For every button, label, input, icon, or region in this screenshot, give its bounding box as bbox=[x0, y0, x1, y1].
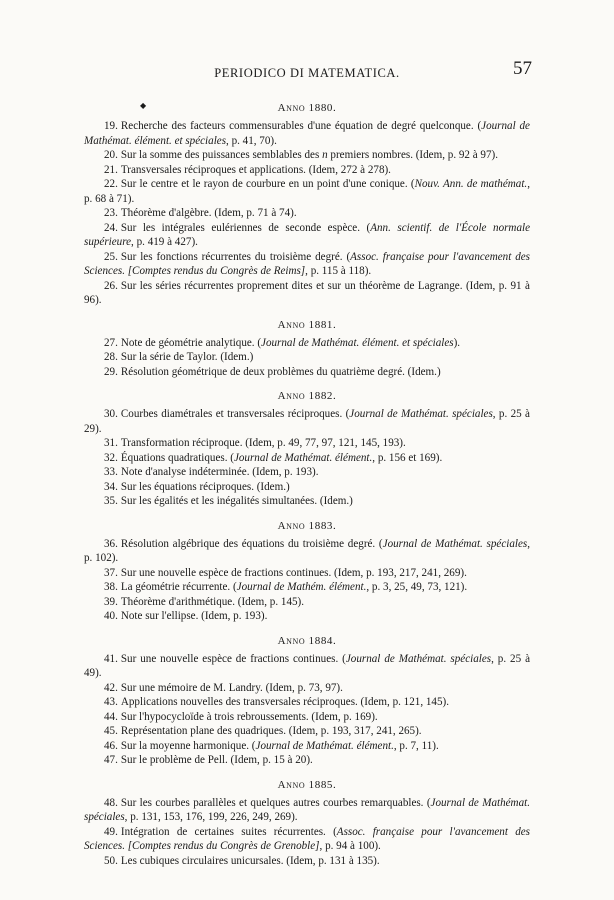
entry-text: , p. 94 à 100). bbox=[319, 840, 381, 852]
bibliography-entry bbox=[84, 163, 530, 178]
entry-text: , p. 419 à 427). bbox=[131, 236, 198, 248]
bibliography-entry bbox=[84, 609, 530, 624]
entry-number: 39. bbox=[104, 595, 118, 608]
bibliography-entry bbox=[84, 436, 530, 451]
bibliography-entry bbox=[84, 796, 530, 825]
entry-text: , p. 41, 70). bbox=[226, 134, 277, 147]
entry-number: 46. bbox=[104, 739, 118, 752]
entry-text: Sur la moyenne harmonique. ( bbox=[120, 739, 256, 752]
entry-text: Sur les égalités et les inégalités simultanées. (Idem.) bbox=[120, 495, 353, 507]
entry-journal-title: Journal de Mathémat. élément. bbox=[255, 739, 394, 752]
section-year-heading: Anno 1882. bbox=[277, 390, 337, 402]
entry-text: , p. 131, 153, 176, 199, 226, 249, 269). bbox=[124, 811, 298, 823]
entry-number: 25. bbox=[104, 250, 118, 263]
entry-text: Sur la somme des puissances semblables des bbox=[120, 149, 323, 161]
section-year-heading: Anno 1880. bbox=[277, 102, 337, 114]
entry-journal-title: Journal de Mathémat. spéciales bbox=[345, 652, 492, 665]
entry-text: Sur les courbes parallèles et quelques autres courbes remarquables. ( bbox=[120, 796, 431, 809]
entry-text: Les cubiques circulaires unicursales. (Idem, p. 131 à 135). bbox=[120, 854, 380, 867]
entry-number: 23. bbox=[104, 207, 118, 219]
entry-number: 37. bbox=[104, 566, 118, 579]
entry-text: Sur une mémoire de M. Landry. (Idem, p. 73, 97). bbox=[120, 681, 343, 694]
bibliography-entry bbox=[84, 177, 530, 206]
entry-number: 34. bbox=[104, 480, 118, 493]
entry-text: Transformation réciproque. (Idem, p. 49, 77, 97, 121, 145, 193). bbox=[120, 437, 406, 449]
bibliography-entry bbox=[84, 365, 530, 380]
entry-journal-title: Nouv. Ann. de mathémat. bbox=[414, 178, 528, 190]
entry-text: La géométrie récurrente. ( bbox=[120, 581, 237, 593]
entry-text: , p. 7, 11). bbox=[393, 739, 439, 752]
section-year-heading: Anno 1885. bbox=[277, 778, 337, 791]
entry-number: 28. bbox=[104, 351, 118, 363]
bibliography-entry bbox=[84, 710, 530, 725]
entry-text: Sur les équations réciproques. (Idem.) bbox=[120, 480, 290, 493]
entry-number: 48. bbox=[104, 796, 118, 809]
entry-text: Sur le centre et le rayon de courbure en un point d'une conique. ( bbox=[120, 178, 415, 190]
entry-text: Courbes diamétrales et transversales réciproques. ( bbox=[120, 408, 350, 420]
bibliography-entry bbox=[84, 279, 530, 308]
bibliography-entry bbox=[84, 221, 530, 250]
entry-number: 29. bbox=[104, 365, 118, 378]
entry-text: Sur l'hypocycloïde à trois rebroussements. (Idem, p. 169). bbox=[120, 710, 378, 723]
entry-journal-title: Journal de Mathémat. élément. et spéciales bbox=[84, 120, 530, 147]
bibliography-entry bbox=[84, 494, 530, 509]
entry-text: , p. 102). bbox=[84, 537, 530, 564]
entry-number: 49. bbox=[104, 825, 118, 838]
entry-number: 35. bbox=[104, 495, 118, 507]
bibliography-entry bbox=[84, 753, 530, 768]
entry-text: , p. 68 à 71). bbox=[84, 178, 530, 205]
entry-text: Résolution algébrique des équations du troisième degré. ( bbox=[120, 537, 383, 550]
bibliography-entry bbox=[84, 148, 530, 163]
entry-number: 40. bbox=[104, 610, 118, 622]
bibliography-entry bbox=[84, 451, 530, 466]
section-year-heading: Anno 1883. bbox=[277, 519, 337, 532]
page-number: 57 bbox=[513, 58, 532, 79]
entry-number: 45. bbox=[104, 725, 118, 737]
entry-text: Représentation plane des quadriques. (Idem, p. 193, 317, 241, 265). bbox=[120, 725, 422, 737]
entry-text: Transversales réciproques et applications. (Idem, 272 à 278). bbox=[120, 163, 391, 176]
bibliography-entry bbox=[84, 480, 530, 495]
entry-journal-title: Journal de Mathém. élément. bbox=[236, 581, 367, 593]
entry-text: Résolution géométrique de deux problèmes du quatrième degré. (Idem.) bbox=[120, 365, 441, 378]
entry-text: Équations quadratiques. ( bbox=[120, 451, 234, 464]
bibliography-entry bbox=[84, 407, 530, 436]
entry-number: 26. bbox=[104, 279, 118, 292]
entry-number: 19. bbox=[104, 120, 118, 132]
entry-journal-title: n bbox=[322, 149, 328, 161]
bibliography-entry bbox=[84, 119, 530, 148]
entry-text: , p. 25 à 29). bbox=[84, 408, 530, 435]
bibliography-entry bbox=[84, 465, 530, 480]
entry-text: Note de géométrie analytique. ( bbox=[120, 336, 262, 349]
entry-text: Applications nouvelles des transversales réciproques. (Idem, p. 121, 145). bbox=[120, 696, 449, 708]
bullet-mark-icon: ◆ bbox=[140, 101, 147, 110]
entry-text: ). bbox=[453, 336, 461, 349]
entry-text: Théorème d'algèbre. (Idem, p. 71 à 74). bbox=[120, 207, 297, 219]
bibliography-entry bbox=[84, 825, 530, 854]
entry-journal-title: Journal de Mathémat. spéciales bbox=[84, 796, 530, 823]
entry-number: 22. bbox=[104, 178, 118, 190]
entry-number: 44. bbox=[104, 710, 118, 723]
entry-number: 30. bbox=[104, 408, 118, 420]
entry-text: Sur le problème de Pell. (Idem, p. 15 à 20). bbox=[120, 754, 313, 766]
bibliography-entry bbox=[84, 580, 530, 595]
entry-text: Sur une nouvelle espèce de fractions continues. ( bbox=[120, 652, 346, 665]
entry-text: Note sur l'ellipse. (Idem, p. 193). bbox=[120, 610, 268, 622]
entry-number: 50. bbox=[104, 854, 118, 867]
entry-number: 38. bbox=[104, 581, 118, 593]
entry-text: , p. 25 à 49). bbox=[84, 652, 530, 679]
entry-journal-title: Journal de Mathémat. élément. bbox=[233, 451, 373, 464]
bibliography-entry bbox=[84, 595, 530, 610]
bibliography-entry bbox=[84, 566, 530, 581]
section-year-heading: Anno 1881. bbox=[277, 318, 337, 331]
entry-number: 27. bbox=[104, 336, 118, 349]
entry-number: 47. bbox=[104, 754, 118, 766]
entry-number: 33. bbox=[104, 466, 118, 478]
bibliography-entry bbox=[84, 250, 530, 279]
entry-text: , p. 115 à 118). bbox=[305, 265, 372, 277]
bibliography-entry bbox=[84, 537, 530, 566]
entry-journal-title: Assoc. française pour l'avancement des Sciences. [Comptes rendus du Congrès de Reims] bbox=[84, 250, 530, 277]
entry-text: Sur la série de Taylor. (Idem.) bbox=[120, 351, 254, 363]
entry-text: Intégration de certaines suites récurrentes. ( bbox=[120, 825, 337, 838]
entry-text: Note d'analyse indéterminée. (Idem, p. 193). bbox=[120, 466, 319, 478]
entry-number: 24. bbox=[104, 221, 118, 234]
section-year-heading: Anno 1884. bbox=[277, 634, 337, 647]
bibliography-entry bbox=[84, 681, 530, 696]
bibliography-entry bbox=[84, 854, 530, 869]
running-header-title: PERIODICO DI MATEMATICA. bbox=[214, 66, 400, 80]
entry-text: Recherche des facteurs commensurables d'une équation de degré quelconque. ( bbox=[120, 120, 482, 132]
entry-text: , p. 3, 25, 49, 73, 121). bbox=[366, 581, 468, 593]
entry-text: Sur les fonctions récurrentes du troisième degré. ( bbox=[120, 250, 351, 263]
bibliography-entry bbox=[84, 695, 530, 710]
entry-number: 41. bbox=[104, 652, 118, 665]
bibliography-entry bbox=[84, 739, 530, 754]
entry-text: Théorème d'arithmétique. (Idem, p. 145). bbox=[120, 595, 305, 608]
entry-journal-title: Journal de Mathémat. élément. et spéciales bbox=[261, 336, 454, 349]
entry-number: 36. bbox=[104, 537, 118, 550]
entry-text: , p. 156 et 169). bbox=[372, 451, 443, 464]
entry-text: Sur les séries récurrentes proprement dites et sur un théorème de Lagrange. (Idem, p. 91 à 96). bbox=[84, 279, 530, 306]
entry-number: 32. bbox=[104, 451, 118, 464]
entry-journal-title: Ann. scientif. de l'École normale supérieure bbox=[84, 221, 530, 248]
entry-text: Sur les intégrales eulériennes de seconde espèce. ( bbox=[120, 221, 371, 234]
entry-number: 21. bbox=[104, 163, 118, 176]
entry-journal-title: Journal de Mathémat. spéciales bbox=[349, 408, 493, 420]
entry-number: 43. bbox=[104, 696, 118, 708]
entry-number: 31. bbox=[104, 437, 118, 449]
bibliography-entry bbox=[84, 350, 530, 365]
bibliography-entry bbox=[84, 724, 530, 739]
bibliography-list bbox=[84, 100, 530, 868]
bibliography-entry bbox=[84, 206, 530, 221]
entry-number: 42. bbox=[104, 681, 118, 694]
entry-text: premiers nombres. (Idem, p. 92 à 97). bbox=[327, 149, 498, 161]
entry-text: Sur une nouvelle espèce de fractions continues. (Idem, p. 193, 217, 241, 269). bbox=[120, 566, 467, 579]
entry-journal-title: Assoc. française pour l'avancement des Sciences. [Comptes rendus du Congrès de Grenoble] bbox=[84, 825, 530, 852]
bibliography-entry bbox=[84, 652, 530, 681]
entry-journal-title: Journal de Mathémat. spéciales bbox=[382, 537, 528, 550]
bibliography-entry bbox=[84, 336, 530, 351]
entry-number: 20. bbox=[104, 149, 118, 161]
